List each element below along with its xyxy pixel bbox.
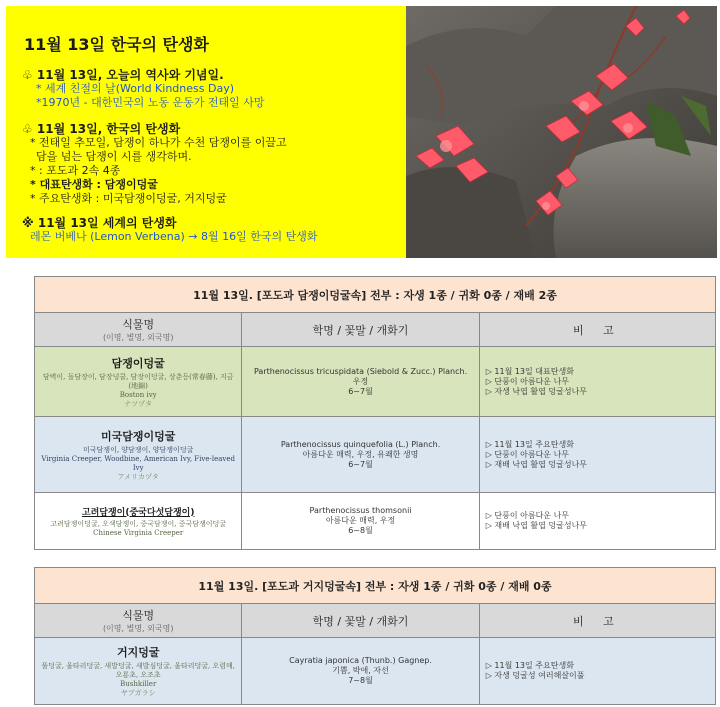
birth-flower-line-5: * 주요탄생화 : 미국담쟁이덩굴, 거지덩굴 [30,192,227,205]
flower-meaning: 아름다운 매력, 우정, 유쾌한 생명 [302,449,419,459]
bloom-period: 6~8월 [348,526,373,535]
plant-name-cell [35,493,242,549]
remark-line: ▷ 단풍이 아름다운 나무 [485,376,570,386]
birth-flower-line-2: 담을 넘는 담쟁이 시를 생각하며. [36,150,192,163]
header-plant-name-label: 식물명 [122,609,155,622]
plant-alias: 풀덩굴, 울타리덩굴, 새발덩굴, 새발심덩굴, 울타리덩굴, 오렴매, 오룡초, 오조초 [41,662,235,679]
birth-flower-heading: ♧ 11월 13일, 한국의 탄생화 [22,122,181,136]
banner-text-panel [6,6,406,258]
remark-line: ▷ 자생 덩굴성 여러해살이풀 [485,671,585,680]
remarks-cell [480,417,715,492]
table-parthenocissus [34,276,716,550]
world-flower-heading: ※ 11월 13일 세계의 탄생화 [22,216,177,230]
scientific-cell [242,347,479,416]
plant-japanese-name: ヤブガラシ [120,689,156,697]
header-plant-name-sub: (이명, 별명, 외국명) [102,624,174,633]
plant-name: 미국담쟁이덩굴 [101,429,176,443]
plant-alias: 미국담쟁이, 양담쟁이, 양담쟁이덩굴 [83,445,194,454]
history-line-2: *1970년 - 대한민국의 노동 운동가 전태일 사망 [36,96,265,109]
plant-english-name: Boston ivy [119,390,157,399]
table-caption: 11월 13일. [포도과 거지덩굴속] 전부 : 자생 1종 / 귀화 0종 / 재배 0종 [35,568,715,604]
table-header-row [35,604,715,638]
history-heading: ♧ 11월 13일, 오늘의 역사와 기념일. [22,68,224,82]
plant-japanese-name: アメリカヅタ [117,472,159,481]
ivy-photo [406,6,717,258]
header-scientific [242,313,479,346]
birth-flower-line-4: * 대표탄생화 : 담쟁이덩굴 [30,178,158,191]
table-row [35,638,715,704]
birth-flower-line-1: * 전태일 추모일, 담쟁이 하나가 수천 담쟁이를 이끌고 [30,136,287,149]
bloom-period: 6~7월 [348,386,373,396]
world-flower-line: 레몬 버베나 (Lemon Verbena) → 8월 16일 한국의 탄생화 [30,230,318,243]
scientific-cell [242,638,479,704]
plant-english-name: Bushkiller [120,680,157,688]
plant-name: 고려담쟁이(중국다섯담쟁이) [81,507,195,518]
remark-line: ▷ 재배 낙엽 활엽 덩굴성나무 [485,521,588,530]
table-row [35,493,715,549]
plant-name: 거지덩굴 [116,646,160,659]
scientific-cell [242,493,479,549]
flower-meaning: 기쁨, 박애, 자선 [332,666,389,675]
remark-line: ▷ 단풍이 아름다운 나무 [485,449,570,459]
scientific-name: Parthenocissus quinquefolia (L.) Planch. [280,439,441,449]
remark-line: ▷ 재배 낙엽 활엽 덩굴성나무 [485,459,588,469]
table-cayratia [34,567,716,705]
header-scientific-label: 학명 / 꽃말 / 개화기 [312,614,409,628]
header-plant-name [35,313,242,346]
remark-line: ▷ 단풍이 아름다운 나무 [485,511,570,520]
table-caption: 11월 13일. [포도과 담쟁이덩굴속] 전부 : 자생 1종 / 귀화 0종 / 재배 2종 [35,277,715,313]
remarks-cell [480,347,715,416]
scientific-name: Parthenocissus tricuspidata (Siebold & Zucc.) Planch. [253,366,468,376]
plant-japanese-name: ナツヅタ [124,399,153,408]
remark-line: ▷ 11월 13일 주요탄생화 [485,439,574,449]
header-plant-name-sub: (이명, 별명, 외국명) [102,333,174,342]
plant-alias: 고려담쟁이덩굴, 오색담쟁이, 중국담쟁이, 중국담쟁이덩굴 [50,519,227,528]
flower-meaning: 아름다운 매력, 우정 [325,516,396,525]
plant-name-cell [35,417,242,492]
table-row [35,347,715,417]
plant-english-name: Chinese Virginia Creeper [93,528,184,537]
remark-line: ▷ 자생 낙엽 활엽 덩굴성나무 [485,386,588,396]
header-remarks [480,313,715,346]
header-remarks-label: 비 고 [572,614,622,628]
header-remarks-label: 비 고 [572,323,622,337]
plant-alias: 담벽이, 돌담장이, 담장넝쿨, 담장이덩굴, 상춘등(常春藤), 지금(地錦) [42,372,234,390]
plant-name-cell [35,638,242,704]
header-scientific [242,604,479,637]
table-header-row [35,313,715,347]
header-plant-name-label: 식물명 [122,318,155,331]
remark-line: ▷ 11월 13일 대표탄생화 [485,366,574,376]
remark-line: ▷ 11월 13일 주요탄생화 [485,661,574,670]
table-row [35,417,715,493]
history-section [22,68,264,110]
history-line-1: * 세계 친절의 날(World Kindness Day) [36,82,234,95]
birth-flower-section [22,122,287,206]
banner-title: 11월 13일 한국의 탄생화 [24,35,209,54]
banner [0,0,720,260]
ivy-photo-illustration [406,6,717,258]
plant-name: 담쟁이덩굴 [111,356,165,370]
scientific-name: Cayratia japonica (Thunb.) Gagnep. [289,656,432,665]
remarks-cell [480,638,715,704]
plant-english-name: Virginia Creeper, Woodbine, American Ivy, Five-leaved Ivy [41,454,235,472]
header-plant-name [35,604,242,637]
header-remarks [480,604,715,637]
flower-meaning: 우정 [352,376,369,386]
scientific-name: Parthenocissus thomsonii [309,506,412,515]
scientific-cell [242,417,479,492]
plant-name-cell [35,347,242,416]
world-flower-section [22,216,317,244]
bloom-period: 6~7월 [348,459,373,469]
header-scientific-label: 학명 / 꽃말 / 개화기 [312,323,409,337]
bloom-period: 7~8월 [348,676,373,685]
birth-flower-line-3: * : 포도과 2속 4종 [30,164,121,177]
remarks-cell [480,493,715,549]
